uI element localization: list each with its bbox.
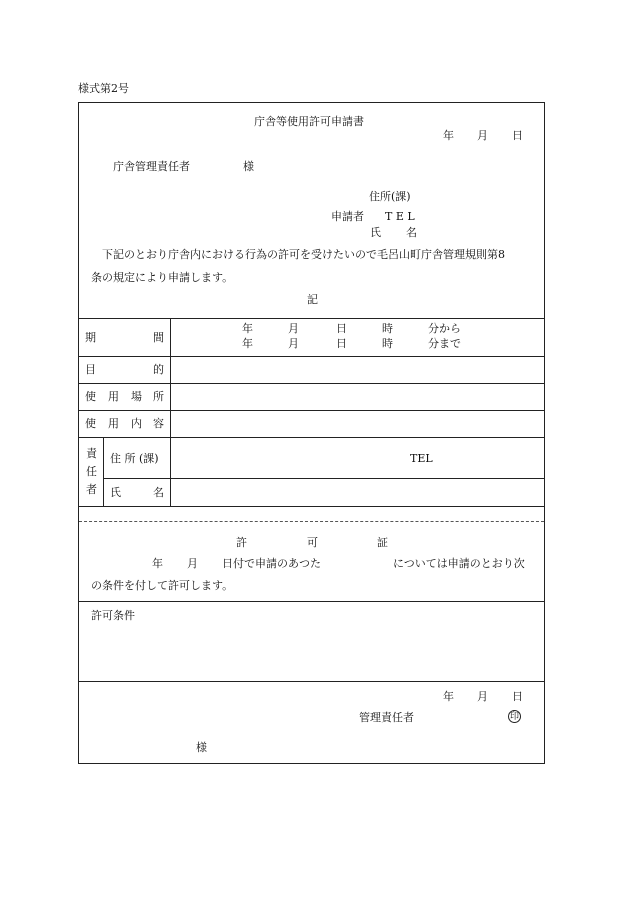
applicant-name-label-a: 氏 [370, 226, 381, 239]
content-label-1: 使 [85, 417, 96, 430]
place-label-2: 用 [108, 390, 119, 403]
permit-date-month: 月 [477, 690, 488, 703]
permit-line2: の条件を付して許可します。 [91, 579, 234, 592]
period-start-month: 月 [288, 322, 299, 335]
period-start-year: 年 [242, 322, 253, 335]
rule-label-column [170, 318, 171, 506]
applicant-address-label: 住所(課) [369, 190, 411, 203]
responsible-label-3: 者 [86, 483, 97, 496]
period-label-a: 期 [85, 331, 96, 344]
period-end-minute: 分まで [428, 337, 461, 350]
period-end-hour: 時 [382, 337, 393, 350]
rule-content-bottom [78, 437, 545, 438]
rule-purpose-bottom [78, 383, 545, 384]
responsible-label-2: 任 [86, 465, 97, 478]
manager-label: 管理責任者 [359, 711, 414, 724]
addressee: 庁舎管理責任者 [113, 160, 190, 173]
rule-conditions-top [78, 601, 545, 602]
permit-date-day: 日 [512, 690, 523, 703]
rule-period-bottom [78, 356, 545, 357]
permit-title-3: 証 [377, 536, 388, 549]
permit-year: 年 [152, 557, 163, 570]
application-title: 庁舎等使用許可申請書 [254, 115, 364, 128]
permit-text-a: 日付で申請のあつた [222, 557, 321, 570]
application-body-line1: 下記のとおり庁舎内における行為の許可を受けたいので毛呂山町庁舎管理規則第8 [102, 248, 505, 261]
cut-line [79, 521, 544, 522]
applicant-label: 申請者 [331, 210, 364, 223]
content-label-2: 用 [108, 417, 119, 430]
conditions-label: 許可条件 [91, 609, 135, 622]
purpose-label-b: 的 [153, 363, 164, 376]
seal-mark: 印 [509, 712, 519, 722]
form-frame [78, 102, 545, 764]
period-start-hour: 時 [382, 322, 393, 335]
application-date-month: 月 [477, 129, 488, 142]
period-label-b: 間 [153, 331, 164, 344]
permit-month: 月 [187, 557, 198, 570]
period-start-minute: 分から [428, 322, 461, 335]
form-number: 様式第2号 [78, 82, 129, 95]
applicant-tel-label: T E L [385, 210, 415, 223]
place-label-1: 使 [85, 390, 96, 403]
permit-title-1: 許 [236, 536, 247, 549]
ki-heading: 記 [307, 293, 318, 306]
rule-conditions-bottom [78, 681, 545, 682]
period-start-day: 日 [336, 322, 347, 335]
permit-date-year: 年 [443, 690, 454, 703]
content-label-4: 容 [153, 417, 164, 430]
period-end-month: 月 [288, 337, 299, 350]
permit-text-b: については申請のとおり次 [393, 557, 525, 570]
responsible-label-1: 責 [86, 447, 97, 460]
responsible-name-label-b: 名 [153, 486, 164, 499]
purpose-label-a: 目 [85, 363, 96, 376]
place-label-4: 所 [153, 390, 164, 403]
period-end-year: 年 [242, 337, 253, 350]
content-label-3: 内 [131, 417, 142, 430]
addressee-honorific: 様 [243, 160, 254, 173]
rule-table-top [78, 318, 545, 319]
period-end-day: 日 [336, 337, 347, 350]
application-date-year: 年 [443, 129, 454, 142]
permit-honorific: 様 [196, 741, 207, 754]
responsible-address-label: 住 所 (課) [110, 452, 159, 465]
responsible-name-label-a: 氏 [110, 486, 121, 499]
application-body-line2: 条の規定により申請します。 [91, 271, 234, 284]
applicant-name-label-b: 名 [406, 226, 417, 239]
permit-title-2: 可 [307, 536, 318, 549]
rule-responsible-column [103, 437, 104, 506]
place-label-3: 場 [131, 390, 142, 403]
application-date-day: 日 [512, 129, 523, 142]
responsible-tel-label: TEL [410, 452, 433, 465]
rule-table-bottom [78, 506, 545, 507]
rule-place-bottom [78, 410, 545, 411]
